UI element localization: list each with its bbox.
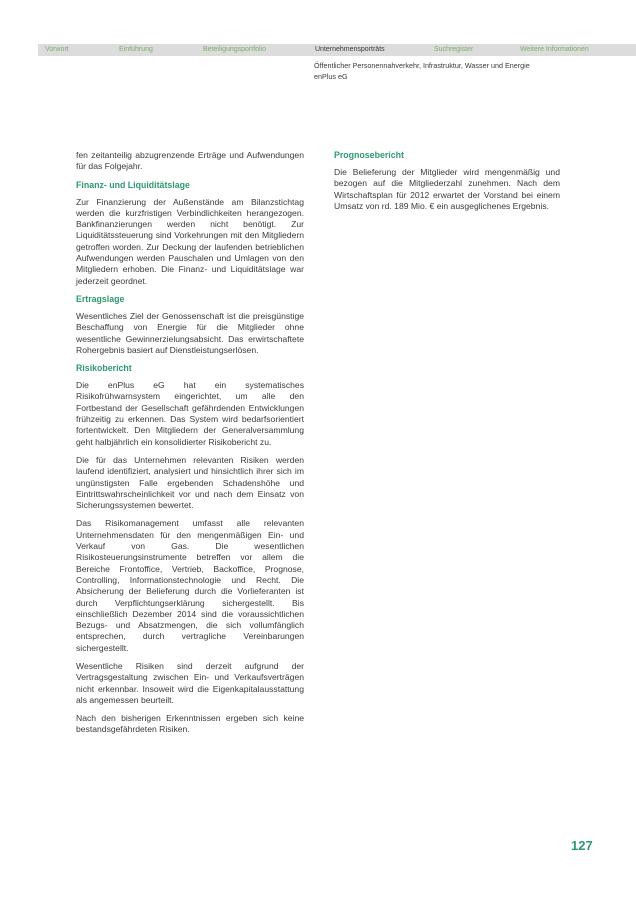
paragraph-risikobericht-1: Die enPlus eG hat ein systematisches Risikofrühwarnsystem eingerichtet, um alle den Fortbestand der Gesellschaft gefährdenden Entwicklungen frühzeitig zu erkennen. Das System wird bedarfsorientiert fortentwickelt. Den Mitgliedern der Generalversammlung geht halbjährlich ein konsolidierter Risikobericht zu. (76, 380, 304, 447)
paragraph-prognosebericht: Die Belieferung der Mitglieder wird mengenmäßig und bezogen auf die Mitgliederzahl zunehmen. Nach dem Wirtschaftsplan für 2012 erwartet der Vorstand bei einem Umsatz von rd. 189 Mio. € ein ausgeglichenes Ergebnis. (334, 167, 560, 211)
nav-item-vorwort[interactable]: Vorwort (45, 46, 69, 53)
heading-ertragslage: Ertragslage (76, 293, 125, 304)
heading-risikobericht: Risikobericht (76, 363, 132, 374)
paragraph-continuation: fen zeitanteilig abzugrenzende Erträge und Aufwendungen für das Folgejahr. (76, 150, 304, 172)
section-title: Öffentlicher Personennahverkehr, Infrastruktur, Wasser und Energie (314, 61, 530, 70)
nav-item-beteiligungsportfolio[interactable]: Beteiligungsportfolio (203, 46, 267, 53)
nav-item-suchregister[interactable]: Suchregister (434, 46, 474, 53)
heading-prognosebericht: Prognosebericht (334, 150, 404, 160)
nav-item-unternehmensportraets[interactable]: Unternehmensporträts (315, 46, 385, 53)
heading-finanz-liquiditaetslage: Finanz- und Liquiditätslage (76, 179, 190, 190)
paragraph-risikobericht-2: Die für das Unternehmen relevanten Risiken werden laufend identifiziert, analysiert und hinsichtlich ihrer sich im ungünstigsten Falle ergebenden Schadenshöhe und Eintrittswahrscheinlichkeit vor und nach dem Einsatz von Sicherungssystemen bewertet. (76, 454, 304, 511)
company-name: enPlus eG (314, 72, 348, 81)
section-subtitle (314, 60, 530, 82)
paragraph-risikobericht-4: Wesentliche Risiken sind derzeit aufgrund der Vertragsgestaltung zwischen Ein- und Verkaufsverträgen nicht erkennbar. Insoweit wird die Eigenkapitalausstattung als angemessen beurteilt. (76, 660, 304, 705)
section-navigation-bar (38, 44, 636, 56)
nav-item-einfuehrung[interactable]: Einführung (119, 46, 153, 53)
paragraph-ertragslage: Wesentliches Ziel der Genossenschaft ist die preisgünstige Beschaffung von Energie für die Mitglieder ohne wesentliche Gewinnerzielungsabsicht. Das erwirtschaftete Rohergebnis basiert auf Dienstleistungserlösen. (76, 310, 304, 355)
left-column (76, 150, 304, 743)
paragraph-risikobericht-3: Das Risikomanagement umfasst alle relevanten Unternehmensdaten für den mengenmäßigen Ein- und Verkauf von Gas. Die wesentlichen Risikosteuerungsinstrumente betreffen vor allem die Bereiche Frontoffice, Vertrieb, Backoffice, Prognose, Controlling, Informationstechnologie und Recht. Die Absicherung der Belieferung durch die Vorlieferanten ist durch Verpflichtungserklärung sichergestellt. Bis einschließlich Dezember 2014 sind die voraussichtlichen Bezugs- und Absatzmengen, die sich vollumfänglich entsprechen, durch vertragliche Vereinbarungen sichergestellt. (76, 518, 304, 653)
page-number: 127 (571, 838, 593, 853)
paragraph-risikobericht-5: Nach den bisherigen Erkenntnissen ergeben sich keine bestandsgefährdeten Risiken. (76, 713, 304, 735)
nav-item-weitere-informationen[interactable]: Weitere Informationen (520, 46, 589, 53)
paragraph-finanz-liquiditaetslage: Zur Finanzierung der Außenstände am Bilanzstichtag werden die kurzfristigen Verbindlichkeiten herangezogen. Bankfinanzierungen werden nicht benötigt. Zur Liquiditätssteuerung sind Vorkehrungen mit den Mitgliedern getroffen worden. Zur Deckung der laufenden betrieblichen Aufwendungen werden Pauschalen und Umlagen von den Mitgliedern erhoben. Die Finanz- und Liquiditätslage war jederzeit geordnet. (76, 196, 304, 286)
right-column (334, 150, 560, 219)
